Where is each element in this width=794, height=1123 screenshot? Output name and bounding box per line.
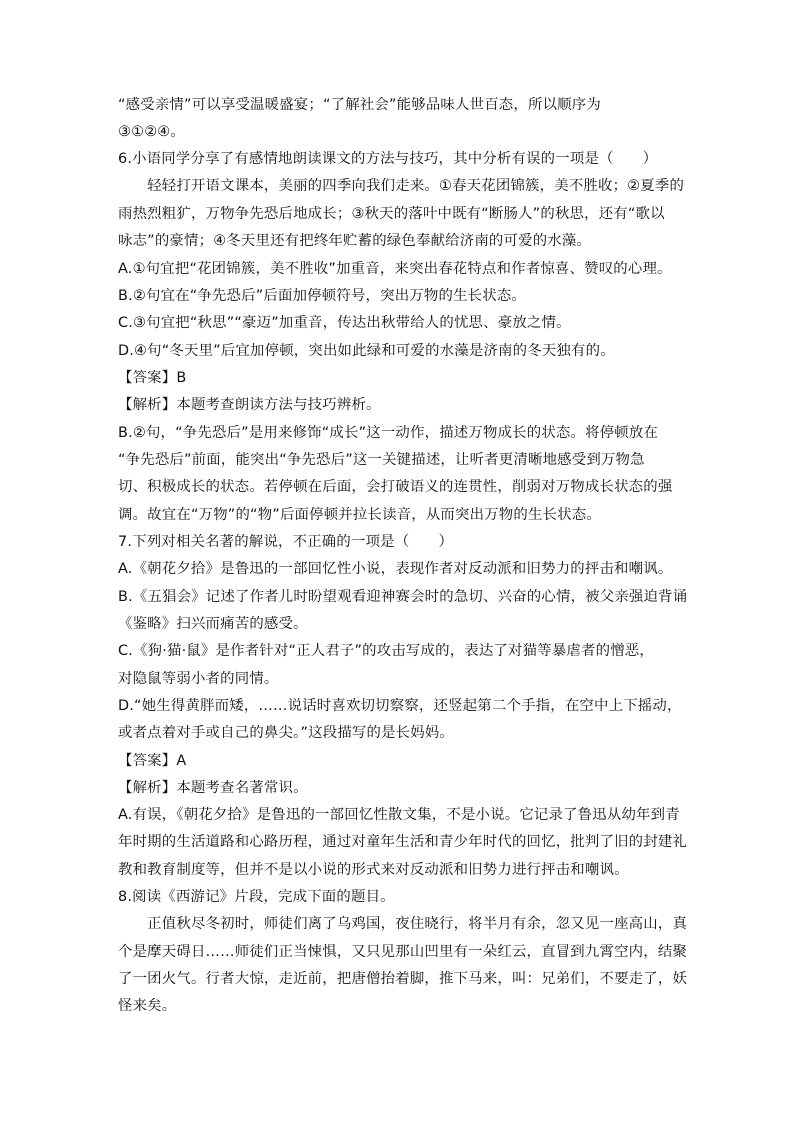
text-line: A.有误，《朝花夕拾》是鲁迅的一部回忆性散文集，不是小说。它记录了鲁迅从幼年到青 (118, 807, 680, 823)
text-line: 咏志”的豪情；④冬天里还有把终年贮蓄的绿色奉献给济南的可爱的水藻。 (118, 233, 592, 249)
text-line: 了一团火气。行者大惊，走近前，把唐僧抬着脚，推下马来，叫：兄弟们，不要走了，妖 (118, 971, 688, 987)
text-line: “感受亲情”可以享受温暖盛宴；“了解社会”能够品味人世百态，所以顺序为 (118, 97, 601, 113)
text-line: 年时期的生活道路和心路历程，通过对童年生活和青少年时代的回忆，批判了旧的封建礼 (118, 834, 688, 850)
text-line: 调。故宜在“万物”的“物”后面停顿并拉长读音，从而突出万物的生长状态。 (118, 507, 601, 523)
text-line: 雨热烈粗犷，万物争先恐后地成长；③秋天的落叶中既有“断肠人”的秋思，还有“歌以 (118, 206, 665, 222)
option-c: C.③句宜把“秋思”“豪迈”加重音，传达出秋带给人的忧思、豪放之情。 (118, 315, 571, 331)
text-line: 教和教育制度等，但并不是以小说的形式来对反动派和旧势力进行抨击和嘲讽。 (118, 862, 629, 878)
option-a: A.《朝花夕拾》是鲁迅的一部回忆性小说，表现作者对反动派和旧势力的抨击和嘲讽。 (118, 561, 673, 577)
text-line: ③①②④。 (118, 124, 185, 140)
answer-label: 【答案】B (118, 370, 187, 386)
text-line: 个是摩天碍日……师徒们正当悚惧，又只见那山凹里有一朵红云，直冒到九霄空内，结聚 (118, 944, 688, 960)
option-d: D.④句“冬天里”后宜加停顿，突出如此绿和可爱的水藻是济南的冬天独有的。 (118, 343, 615, 359)
answer-label: 【答案】A (118, 753, 187, 769)
text-line: 怪来矣。 (118, 998, 177, 1014)
text-line: B.②句，“争先恐后”是用来修饰“成长”这一动作，描述万物成长的状态。将停顿放在 (118, 425, 659, 441)
option-b: B.②句宜在“争先恐后”后面加停顿符号，突出万物的生长状态。 (118, 288, 527, 304)
question-8-stem: 8.阅读《西游记》片段，完成下面的题目。 (118, 889, 395, 905)
text-line: 轻轻打开语文课本，美丽的四季向我们走来。①春天花团锦簇，美不胜收；②夏季的 (118, 178, 685, 194)
text-line: 《鉴略》扫兴而痛苦的感受。 (118, 616, 308, 632)
text-line: 对隐鼠等弱小者的同情。 (118, 671, 279, 687)
option-a: A.①句宜把“花团锦簇，美不胜收”加重音，来突出春花特点和作者惊喜、赞叹的心理。 (118, 261, 672, 277)
option-d: D.“她生得黄胖而矮，……说话时喜欢切切察察，还竖起第二个手指，在空中上下摇动， (118, 698, 682, 714)
analysis-label: 【解析】本题考查朗读方法与技巧辨析。 (118, 397, 381, 413)
text-line: 正值秋尽冬初时，师徒们离了乌鸡国，夜住晓行，将半月有余，忽又见一座高山，真 (118, 916, 688, 932)
analysis-label: 【解析】本题考查名著常识。 (118, 780, 308, 796)
question-6-stem: 6.小语同学分享了有感情地朗读课文的方法与技巧，其中分析有误的一项是（ ） (118, 151, 658, 167)
option-b: B.《五猖会》记述了作者儿时盼望观看迎神赛会时的急切、兴奋的心情，被父亲强迫背诵 (118, 589, 688, 605)
text-line: 或者点着对手或自己的鼻尖。”这段描写的是长妈妈。 (118, 725, 455, 741)
question-7-stem: 7.下列对相关名著的解说，不正确的一项是（ ） (118, 534, 454, 550)
text-line: 切、积极成长的状态。若停顿在后面，会打破语义的连贯性，削弱对万物成长状态的强 (118, 479, 673, 495)
option-c: C.《狗·猫·鼠》是作者针对“正人君子”的攻击写成的，表达了对猫等暴虐者的憎恶， (118, 643, 654, 659)
text-line: “争先恐后”前面，能突出“争先恐后”这一关键描述，让听者更清晰地感受到万物急 (118, 452, 645, 468)
